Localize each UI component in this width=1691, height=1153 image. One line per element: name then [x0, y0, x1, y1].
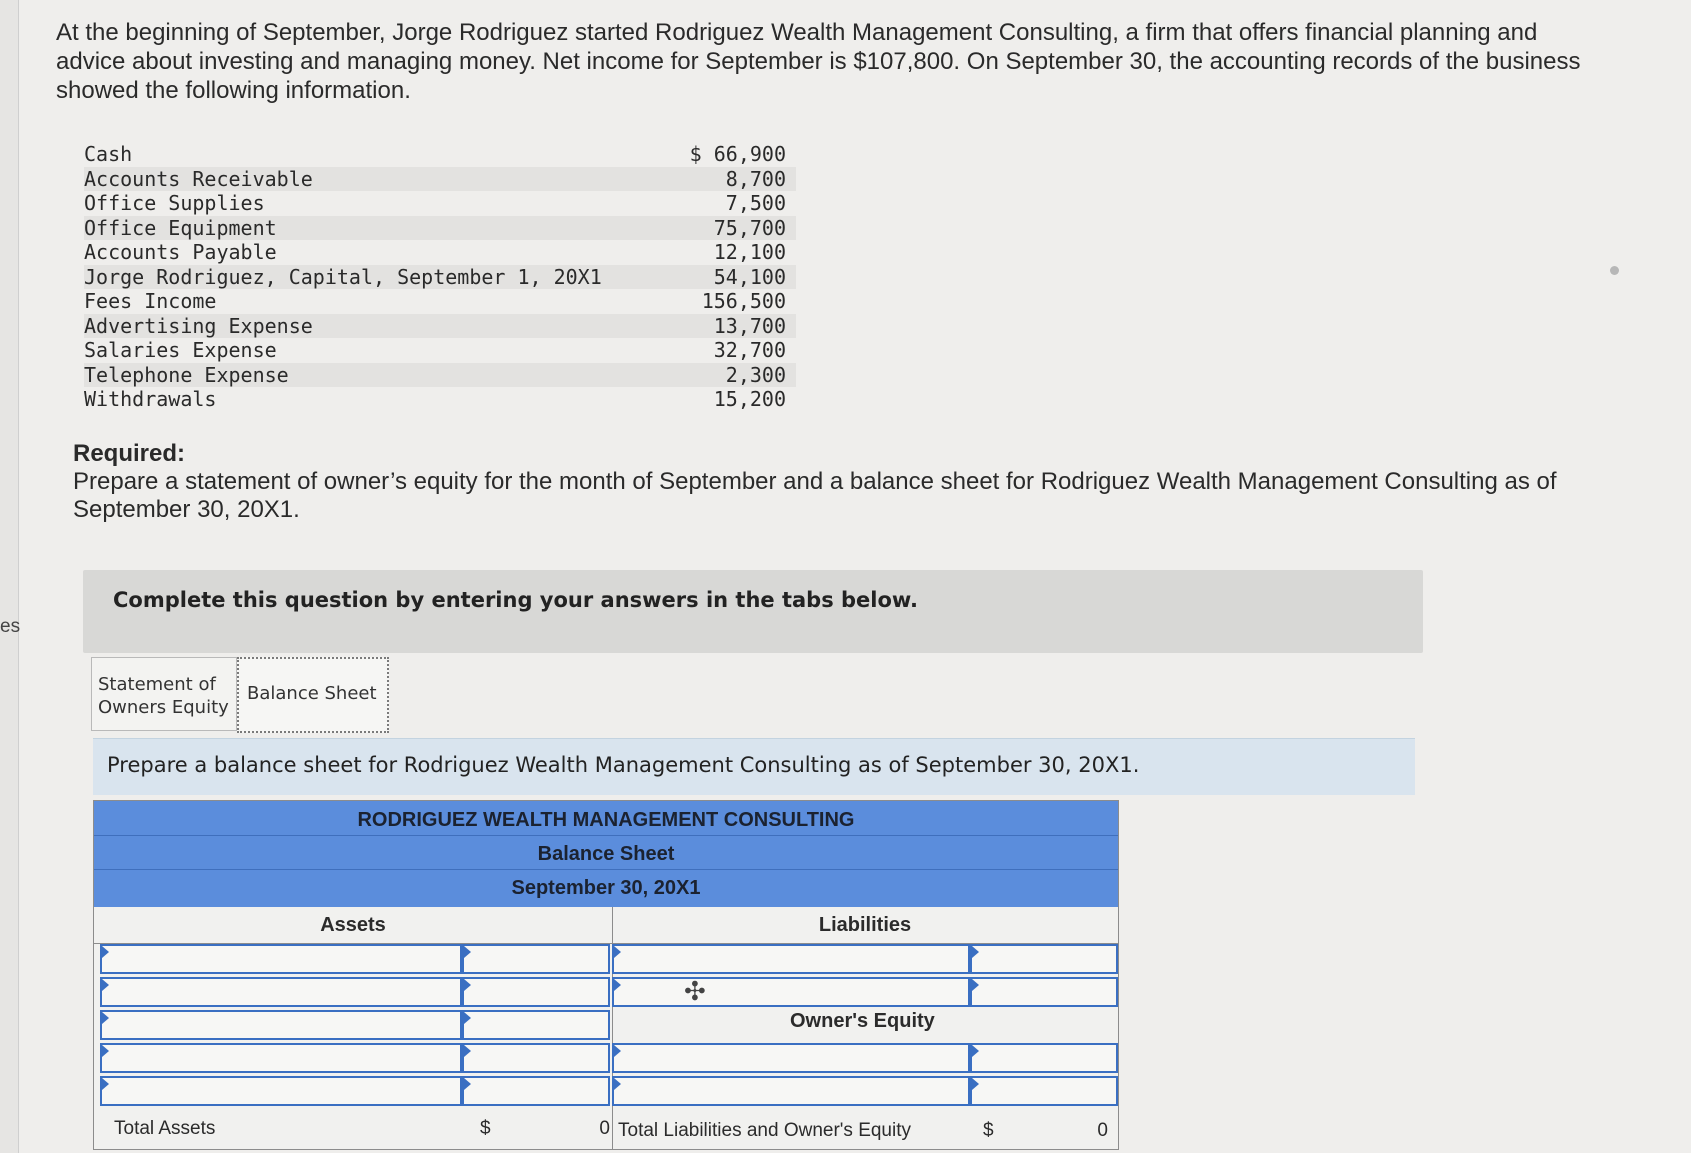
asset-account-input[interactable] [100, 944, 462, 974]
liability-amount-input[interactable] [970, 944, 1118, 974]
dropdown-indicator-icon [972, 979, 979, 991]
total-assets-value: 0 [599, 1118, 610, 1139]
asset-account-input[interactable] [100, 1010, 462, 1040]
asset-amount-input[interactable] [462, 1076, 610, 1106]
account-name: Office Supplies [84, 191, 265, 215]
asset-amount-input[interactable] [462, 944, 610, 974]
instruction-text: Complete this question by entering your answers in the tabs below. [113, 588, 918, 612]
account-name: Cash [84, 142, 133, 166]
account-row [84, 191, 796, 216]
dropdown-indicator-icon [464, 946, 471, 958]
dropdown-indicator-icon [102, 1012, 109, 1024]
account-amount: 7,500 [725, 191, 786, 215]
dropdown-indicator-icon [102, 1045, 109, 1057]
asset-account-input[interactable] [100, 1076, 462, 1106]
account-name: Withdrawals [84, 387, 217, 411]
account-amount: 13,700 [713, 313, 786, 338]
asset-account-input[interactable] [100, 977, 462, 1007]
dropdown-indicator-icon [614, 946, 621, 958]
dropdown-indicator-icon [614, 979, 621, 991]
total-assets-currency: $ [480, 1118, 491, 1139]
sidebar-fragment-text: es [0, 616, 21, 637]
tab-balance-sheet[interactable]: Balance Sheet [237, 657, 389, 733]
account-amount: 32,700 [713, 338, 786, 362]
dropdown-indicator-icon [464, 1012, 471, 1024]
account-amount: 8,700 [725, 166, 786, 191]
dropdown-indicator-icon [464, 1078, 471, 1090]
statement-title: Balance Sheet [537, 843, 675, 865]
liability-account-input[interactable] [612, 977, 970, 1007]
account-row [84, 338, 796, 363]
move-cursor-icon: ✣ [684, 976, 706, 1006]
account-name: Salaries Expense [84, 338, 277, 362]
account-name: Accounts Receivable [84, 166, 313, 191]
required-heading: Required: [73, 440, 186, 467]
dropdown-indicator-icon [102, 946, 109, 958]
dot-icon [1610, 266, 1619, 275]
equity-amount-input[interactable] [970, 1043, 1118, 1073]
instruction-box [83, 570, 1423, 653]
required-text: Prepare a statement of owner’s equity for the month of September and a balance sheet for Rodriguez Wealth Management Consulting as of September 30, 20X1. [73, 468, 1557, 523]
accounts-table [84, 142, 796, 412]
total-le-value: 0 [1097, 1120, 1108, 1141]
asset-amount-input[interactable] [462, 1043, 610, 1073]
equity-account-input[interactable] [612, 1076, 970, 1106]
dropdown-indicator-icon [464, 1045, 471, 1057]
account-row [84, 265, 796, 290]
account-row [84, 387, 796, 412]
total-liabilities-equity-label: Total Liabilities and Owner's Equity [618, 1120, 911, 1141]
liabilities-header: Liabilities [818, 914, 912, 936]
account-name: Advertising Expense [84, 313, 313, 338]
equity-account-input[interactable] [612, 1043, 970, 1073]
account-amount: 75,700 [713, 215, 786, 240]
account-amount: $ 66,900 [689, 142, 786, 166]
account-amount: 156,500 [701, 289, 786, 313]
account-name: Fees Income [84, 289, 217, 313]
account-name: Accounts Payable [84, 240, 277, 264]
owners-equity-header: Owner's Equity [790, 1010, 935, 1032]
equity-amount-input[interactable] [970, 1076, 1118, 1106]
account-name: Office Equipment [84, 215, 277, 240]
assets-header: Assets [320, 914, 386, 936]
account-row [84, 240, 796, 265]
prompt-text: Prepare a balance sheet for Rodriguez Wealth Management Consulting as of September 30, 20X1. [107, 753, 1140, 777]
problem-intro: At the beginning of September, Jorge Rodriguez started Rodriguez Wealth Management Consulting, a firm that offers financial planning and advice about investing and managing money. Net income for September is $107,800. On September 30, the accounting records of the business showed the following information. [56, 19, 1581, 104]
dropdown-indicator-icon [614, 1078, 621, 1090]
asset-account-input[interactable] [100, 1043, 462, 1073]
prompt-bar [93, 738, 1415, 795]
account-amount: 12,100 [713, 240, 786, 264]
dropdown-indicator-icon [972, 946, 979, 958]
account-row [84, 363, 796, 388]
company-name: RODRIGUEZ WEALTH MANAGEMENT CONSULTING [357, 809, 855, 831]
dropdown-indicator-icon [102, 1078, 109, 1090]
statement-date: September 30, 20X1 [511, 877, 701, 899]
account-name: Jorge Rodriguez, Capital, September 1, 20X1 [84, 264, 602, 289]
asset-amount-input[interactable] [462, 977, 610, 1007]
dropdown-indicator-icon [614, 1045, 621, 1057]
sheet-header [94, 801, 1118, 907]
account-row [84, 167, 796, 192]
account-amount: 15,200 [713, 387, 786, 411]
account-amount: 54,100 [713, 264, 786, 289]
account-amount: 2,300 [725, 362, 786, 387]
total-le-currency: $ [983, 1120, 994, 1141]
liability-amount-input[interactable] [970, 977, 1118, 1007]
liability-account-input[interactable] [612, 944, 970, 974]
dropdown-indicator-icon [102, 979, 109, 991]
account-name: Telephone Expense [84, 362, 289, 387]
asset-amount-input[interactable] [462, 1010, 610, 1040]
dropdown-indicator-icon [972, 1045, 979, 1057]
dropdown-indicator-icon [972, 1078, 979, 1090]
account-row [84, 216, 796, 241]
required-section [73, 440, 1573, 524]
account-row [84, 289, 796, 314]
account-row [84, 142, 796, 167]
tab-statement-of-owners-equity[interactable]: Statement of Owners Equity [91, 657, 237, 731]
account-row [84, 314, 796, 339]
dropdown-indicator-icon [464, 979, 471, 991]
left-sidebar-strip [0, 0, 19, 1153]
total-assets-label: Total Assets [114, 1118, 216, 1139]
